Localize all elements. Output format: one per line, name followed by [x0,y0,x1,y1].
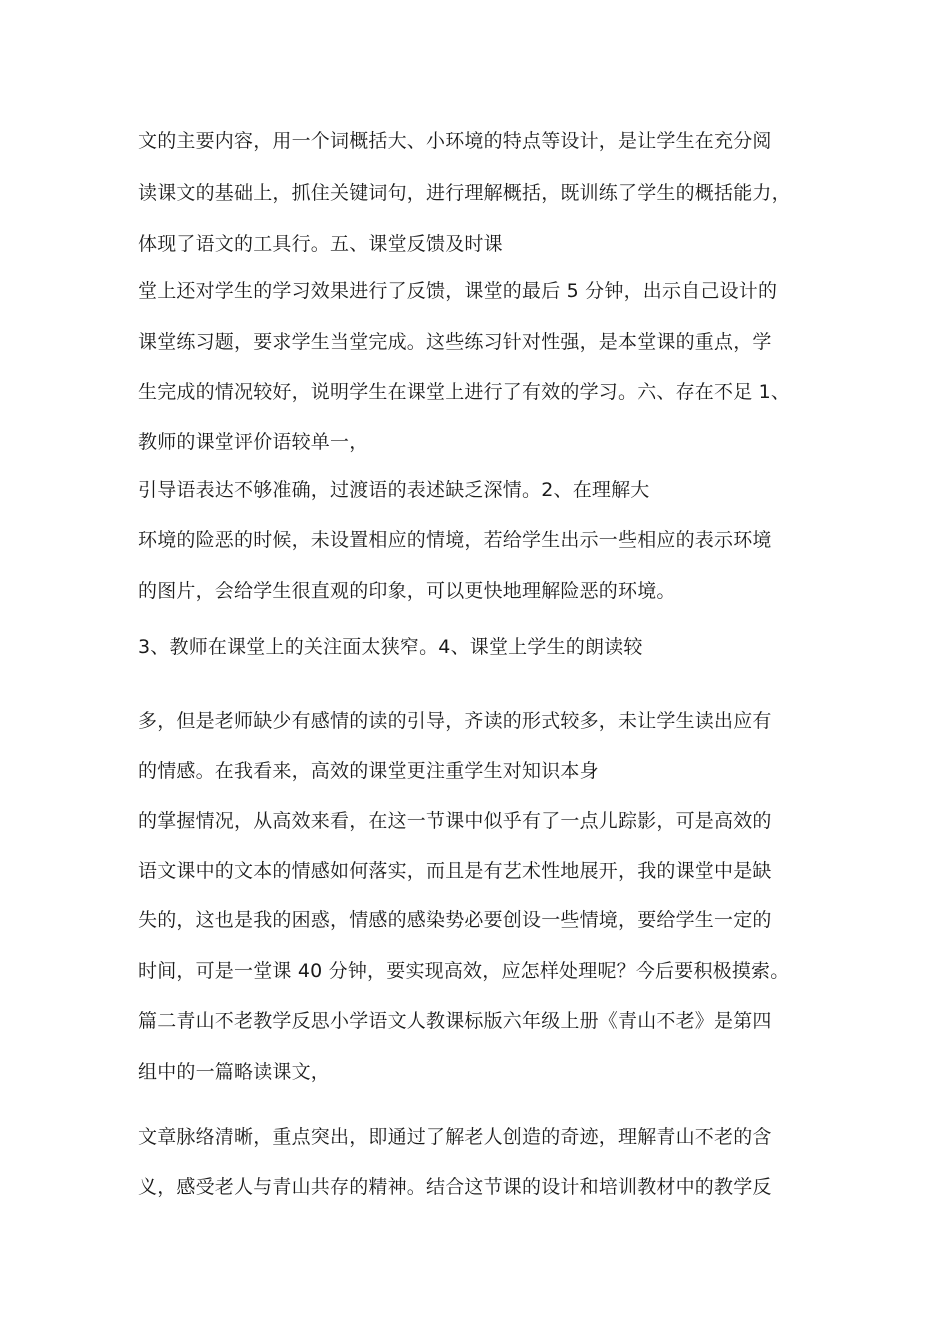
text-line: 教师的课堂评价语较单一， [138,431,369,453]
text-line: 篇二青山不老教学反思小学语文人教课标版六年级上册《青山不老》是第四 [138,1010,772,1032]
text-line: 课堂练习题，要求学生当堂完成。这些练习针对性强，是本堂课的重点，学 [138,331,772,353]
text-line: 文的主要内容，用一个词概括大、小环境的特点等设计，是让学生在充分阅 [138,130,772,152]
text-line: 失的，这也是我的困惑，情感的感染势必要创设一些情境，要给学生一定的 [138,909,772,931]
text-line: 文章脉络清晰，重点突出，即通过了解老人创造的奇迹，理解青山不老的含 [138,1126,772,1148]
text-line: 的情感。在我看来，高效的课堂更注重学生对知识本身 [138,760,599,782]
text-line: 的掌握情况，从高效来看，在这一节课中似乎有了一点儿踪影，可是高效的 [138,810,772,832]
text-line: 组中的一篇略读课文， [138,1061,331,1083]
text-line: 语文课中的文本的情感如何落实，而且是有艺术性地展开，我的课堂中是缺 [138,860,772,882]
text-line: 时间，可是一堂课 40 分钟，要实现高效，应怎样处理呢？今后要积极摸索。 [138,960,790,982]
text-line: 读课文的基础上，抓住关键词句，进行理解概括，既训练了学生的概括能力， [138,182,791,204]
text-line: 义，感受老人与青山共存的精神。结合这节课的设计和培训教材中的教学反 [138,1176,772,1198]
text-line: 3、教师在课堂上的关注面太狭窄。4、课堂上学生的朗读较 [138,636,643,658]
text-line: 生完成的情况较好，说明学生在课堂上进行了有效的学习。六、存在不足 1、 [138,381,791,403]
text-line: 堂上还对学生的学习效果进行了反馈，课堂的最后 5 分钟，出示自己设计的 [138,280,778,302]
text-line: 体现了语文的工具行。五、课堂反馈及时课 [138,233,503,255]
text-line: 的图片，会给学生很直观的印象，可以更快地理解险恶的环境。 [138,580,676,602]
text-line: 多，但是老师缺少有感情的读的引导，齐读的形式较多，未让学生读出应有 [138,710,772,732]
text-line: 环境的险恶的时候，未设置相应的情境，若给学生出示一些相应的表示环境 [138,529,772,551]
text-line: 引导语表达不够准确，过渡语的表述缺乏深情。2、在理解大 [138,479,650,501]
